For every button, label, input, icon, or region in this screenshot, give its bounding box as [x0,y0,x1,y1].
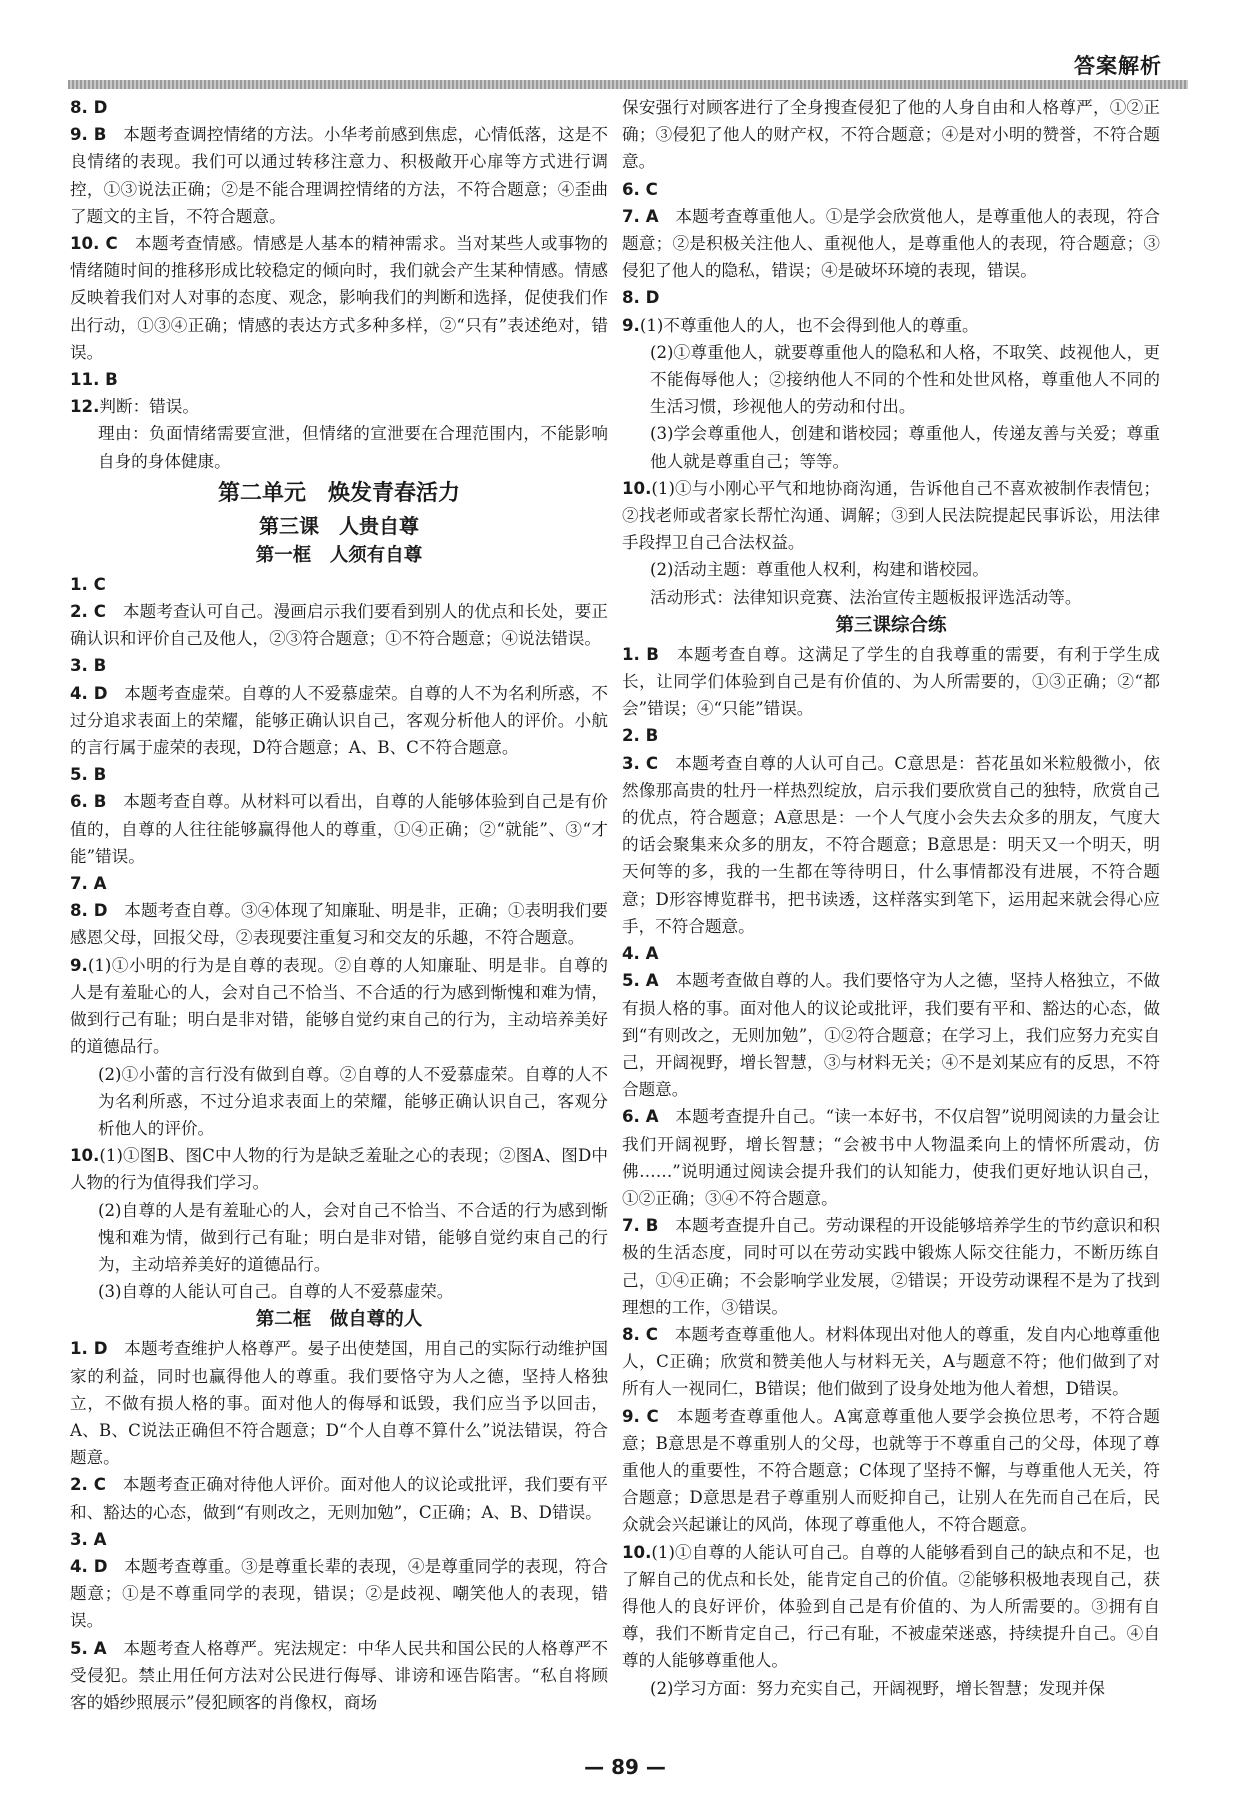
answer-item [70,1335,608,1471]
answer-item [70,652,608,679]
answer-number: 2. C [70,1475,106,1495]
answer-item [70,1526,608,1553]
answer-text: (2)学习方面：努力充实自己，开阔视野，增长智慧；发现并保 [650,1678,1105,1698]
answer-text: (1)①自尊的人能认可自己。自尊的人能够看到自己的缺点和不足，也了解自己的优点和长处，能肯定自己的价值。②能够积极地表现自己，获得他人的良好评价，体验到自己是有价值的、为人所需要的。③拥有自尊，我们不断肯定自己，行己有耻，不被虚荣迷惑，持续提升自己。④自尊的人能够尊重他人。 [622,1542,1160,1671]
answer-number: 1. C [70,574,106,594]
answer-column-right [622,94,1160,1702]
answer-text: (3)学会尊重他人，创建和谐校园；尊重他人，传递友善与关爱；尊重他人就是尊重自己；等等。 [650,424,1160,471]
answer-item [622,1212,1160,1321]
answer-number: 5. B [70,765,107,785]
answer-item [70,788,608,870]
answer-number: 4. D [70,683,108,703]
answer-number: 3. B [70,656,107,676]
answer-number: 6. B [70,792,107,812]
answer-text: (1)不尊重他人的人，也不会得到他人的尊重。 [639,315,979,335]
answer-text: 本题考查自尊。这满足了学生的自我尊重的需要，有利于学生成长，让同学们体验到自己是有价值的、为人所需要的，①③正确；②“都会”错误；④“只能”错误。 [622,644,1161,719]
section-heading: 第一框 人须有自尊 [255,544,423,566]
answer-number: 1. B [622,644,659,664]
answer-text: 本题考查维护人格尊严。晏子出使楚国，用自己的实际行动维护国家的利益，同时也赢得他人的尊重。我们要恪守为人之德，坚持人格独立，不做有损人格的事。面对他人的侮辱和诋毁，我们应当予以回击，A、B、C说法正确但不符合题意；D“个人自尊不算什么”说法错误，符合题意。 [70,1339,609,1468]
answer-item [70,1635,608,1717]
answer-item [70,571,608,598]
answer-text: 本题考查自尊。③④体现了知廉耻、明是非，正确；①表明我们要感恩父母，回报父母，②表现要注重复习和交友的乐趣，不符合题意。 [70,901,609,948]
answer-item [622,1103,1160,1212]
answer-item [622,967,1160,1103]
answer-number: 10. C [70,234,118,254]
answer-text: 保安强行对顾客进行了全身搜查侵犯了他的人身自由和人格尊严，①②正确；③侵犯了他人的财产权，不符合题意；④是对小明的赞誉，不符合题意。 [622,98,1160,172]
answer-text: (2)①小蕾的言行没有做到自尊。②自尊的人不爱慕虚荣。自尊的人不为名利所惑，不过分追求表面上的荣耀，能够正确认识自己，客观分析他人的评价。 [98,1064,608,1138]
answer-text: (2)自尊的人是有羞耻心的人，会对自己不恰当、不合适的行为感到惭愧和难为情，做到行己有耻；明白是非对错，能够自觉约束自己的行为，主动培养美好的道德品行。 [98,1200,608,1274]
answer-number: 2. C [70,602,106,622]
answer-text: (2)①尊重他人，就要尊重他人的隐私和人格，不取笑、歧视他人，更不能侮辱他人；②接纳他人不同的个性和处世风格，尊重他人不同的生活习惯，珍视他人的劳动和付出。 [650,342,1160,417]
answer-text: 本题考查尊重。③是尊重长辈的表现，④是尊重同学的表现，符合题意；①是不尊重同学的表现，错误；②是歧视、嘲笑他人的表现，错误。 [70,1556,609,1631]
answer-item [70,1553,608,1635]
answer-item [622,284,1160,311]
answer-text: 本题考查虚荣。自尊的人不爱慕虚荣。自尊的人不为名利所惑，不过分追求表面上的荣耀，能够正确认识自己，客观分析他人的评价。小航的言行属于虚荣的表现，D符合题意；A、B、C不符合题意。 [70,683,609,758]
answer-column-left [70,94,608,1716]
answer-item [70,952,608,1142]
answer-number: 4. D [70,1556,108,1576]
answer-number: 10. [70,1146,100,1166]
answer-item [70,366,608,393]
answer-item [622,312,1160,475]
answer-number: 3. C [622,753,659,773]
answer-item [70,230,608,366]
answer-item [622,641,1160,723]
page-header-title: 答案解析 [1074,54,1162,78]
answer-text: (1)①图B、图C中人物的行为是缺乏羞耻之心的表现；②图A、图D中人物的行为值得我们学习。 [70,1146,608,1193]
answer-text: 理由：负面情绪需要宣泄，但情绪的宣泄要在合理范围内，不能影响自身的身体健康。 [98,424,608,471]
section-heading: 第三课综合练 [835,614,947,636]
answer-number: 7. B [622,1216,659,1236]
answer-number: 10. [622,478,652,498]
answer-text: 本题考查情感。情感是人基本的精神需求。当对某些人或事物的情绪随时间的推移形成比较稳定的倾向时，我们就会产生某种情感。情感反映着我们对人对事的态度、观念，影响我们的判断和选择，促使我们作出行动，①③④正确；情感的表达方式多种多样，②“只有”表述绝对，错误。 [70,234,609,362]
answer-number: 12. [70,397,100,417]
answer-number: 9. C [622,1406,659,1426]
section-heading: 第二框 做自尊的人 [255,1309,423,1331]
answer-item [70,393,608,475]
answer-number: 8. D [622,288,660,308]
page-number: — 89 — [584,1755,666,1779]
answer-text: 本题考查尊重他人。①是学会欣赏他人，是尊重他人的表现，符合题意；②是积极关注他人、重视他人，是尊重他人的表现，符合题意；③侵犯了他人的隐私，错误；④是破坏环境的表现，错误。 [622,206,1160,281]
answer-item [70,897,608,951]
answer-text: (3)自尊的人能认可自己。自尊的人不爱慕虚荣。 [98,1282,454,1302]
answer-item [70,1471,608,1525]
answer-continuation [622,94,1160,176]
answer-item [622,475,1160,611]
answer-text: 本题考查认可自己。漫画启示我们要看到别人的优点和长处，要正确认识和评价自己及他人，②③符合题意；①不符合题意；④说法错误。 [70,602,609,649]
answer-number: 11. B [70,370,118,390]
answer-text: 本题考查自尊。从材料可以看出，自尊的人能够体验到自己是有价值的，自尊的人往往能够赢得他人的尊重，①④正确；②“就能”、③“才能”错误。 [70,792,609,866]
header-rule [68,80,1188,89]
answer-item [622,750,1160,940]
answer-item [70,1142,608,1305]
answer-item [622,176,1160,203]
answer-number: 6. A [622,1107,659,1127]
answer-text: (1)①与小刚心平气和地协商沟通，告诉他自己不喜欢被制作表情包；②找老师或者家长帮忙沟通、调解；③到人民法院提起民事诉讼，用法律手段捍卫自己合法权益。 [622,478,1160,553]
answer-text: 本题考查提升自己。“读一本好书，不仅启智”说明阅读的力量会让我们开阔视野，增长智慧；“会被书中人物温柔向上的情怀所震动，仿佛……”说明通过阅读会提升我们的认知能力，使我们更好地认识自己，①②正确；③④不符合题意。 [622,1107,1160,1208]
answer-item [70,761,608,788]
answer-text: (2)活动主题：尊重他人权利，构建和谐校园。 [650,560,989,580]
answer-item [622,1539,1160,1702]
answer-text: 活动形式：法律知识竞赛、法治宣传主题板报评选活动等。 [650,587,1082,607]
answer-item [70,680,608,762]
answer-number: 3. A [70,1529,107,1549]
answer-text: 本题考查提升自己。劳动课程的开设能够培养学生的节约意识和积极的生活态度，同时可以在劳动实践中锻炼人际交往能力，不断历练自己，①④正确；不会影响学业发展，②错误；开设劳动课程不是为了找到理想的工作，③错误。 [622,1216,1161,1317]
answer-item [70,121,608,230]
answer-number: 7. A [622,206,659,226]
answer-number: 2. B [622,726,659,746]
answer-number: 9. B [70,125,107,145]
answer-item [622,1321,1160,1403]
answer-text: 本题考查尊重他人。A寓意尊重他人要学会换位思考，不符合题意；B意思是不尊重别人的父母，也就等于不尊重自己的父母，体现了尊重他人的重要性，不符合题意；C体现了坚持不懈，与尊重他人无关，符合题意；D意思是君子尊重别人而贬抑自己，让别人在先而自己在后，民众就会兴起谦让的风尚，体现了尊重他人，不符合题意。 [622,1406,1161,1535]
answer-number: 5. A [622,971,659,991]
answer-number: 6. C [622,179,658,199]
answer-number: 8. D [70,98,108,117]
answer-number: 1. D [70,1339,108,1359]
answer-number: 5. A [70,1638,107,1658]
answer-text: (1)①小明的行为是自尊的表现。②自尊的人知廉耻、明是非。自尊的人是有羞耻心的人，会对自己不恰当、不合适的行为感到惭愧和难为情，做到行己有耻；明白是非对错，能够自觉约束自己的行为，主动培养美好的道德品行。 [70,955,608,1057]
answer-item [70,598,608,652]
lesson-heading: 第三课 人贵自尊 [259,513,419,538]
answer-number: 8. D [70,901,108,921]
answer-item [622,940,1160,967]
answer-item [622,203,1160,285]
answer-number: 10. [622,1542,652,1562]
answer-item [622,1403,1160,1539]
answer-text: 本题考查做自尊的人。我们要恪守为人之德，坚持人格独立，不做有损人格的事。面对他人的议论或批评，我们要有平和、豁达的心态，做到“有则改之，无则加勉”，①②符合题意；在学习上，我们应努力充实自己，开阔视野，增长智慧，③与材料无关；④不是刘某应有的反思，不符合题意。 [622,971,1160,1100]
answer-text: 本题考查正确对待他人评价。面对他人的议论或批评，我们要有平和、豁达的心态，做到“有则改之，无则加勉”，C正确；A、B、D错误。 [70,1475,609,1522]
unit-heading: 第二单元 焕发青春活力 [217,480,460,506]
answer-item [70,94,608,121]
answer-number: 9. [70,955,88,975]
answer-text: 本题考查调控情绪的方法。小华考前感到焦虑，心情低落，这是不良情绪的表现。我们可以通过转移注意力、积极敞开心扉等方式进行调控，①③说法正确；②是不能合理调控情绪的方法，不符合题意；④歪曲了题文的主旨，不符合题意。 [70,125,609,226]
answer-number: 8. C [622,1324,658,1344]
answer-number: 4. A [622,944,659,964]
answer-item [622,722,1160,749]
answer-number: 9. [622,315,640,335]
answer-text: 判断：错误。 [99,397,199,417]
answer-text: 本题考查人格尊严。宪法规定：中华人民共和国公民的人格尊严不受侵犯。禁止用任何方法对公民进行侮辱、诽谤和诬告陷害。“私自将顾客的婚纱照展示”侵犯顾客的肖像权，商场 [70,1638,608,1712]
answer-item [70,870,608,897]
answer-text: 本题考查自尊的人认可自己。C意思是：苔花虽如米粒般微小，依然像那高贵的牡丹一样热烈绽放，启示我们要欣赏自己的独特，欣赏自己的优点，符合题意；A意思是：一个人气度小会失去众多的朋友，气度大的话会聚集来众多的朋友，不符合题意；B意思是：明天又一个明天，明天何等的多，我的一生都在等待明日，什么事情都没有进展，不符合题意；D形容博览群书，把书读透，这样落实到笔下，运用起来就会得心应手，不符合题意。 [622,753,1161,936]
answer-number: 7. A [70,874,107,894]
answer-text: 本题考查尊重他人。材料体现出对他人的尊重，发自内心地尊重他人，C正确；欣赏和赞美他人与材料无关，A与题意不符；他们做到了对所有人一视同仁，B错误；他们做到了设身处地为他人着想，D错误。 [622,1324,1161,1399]
